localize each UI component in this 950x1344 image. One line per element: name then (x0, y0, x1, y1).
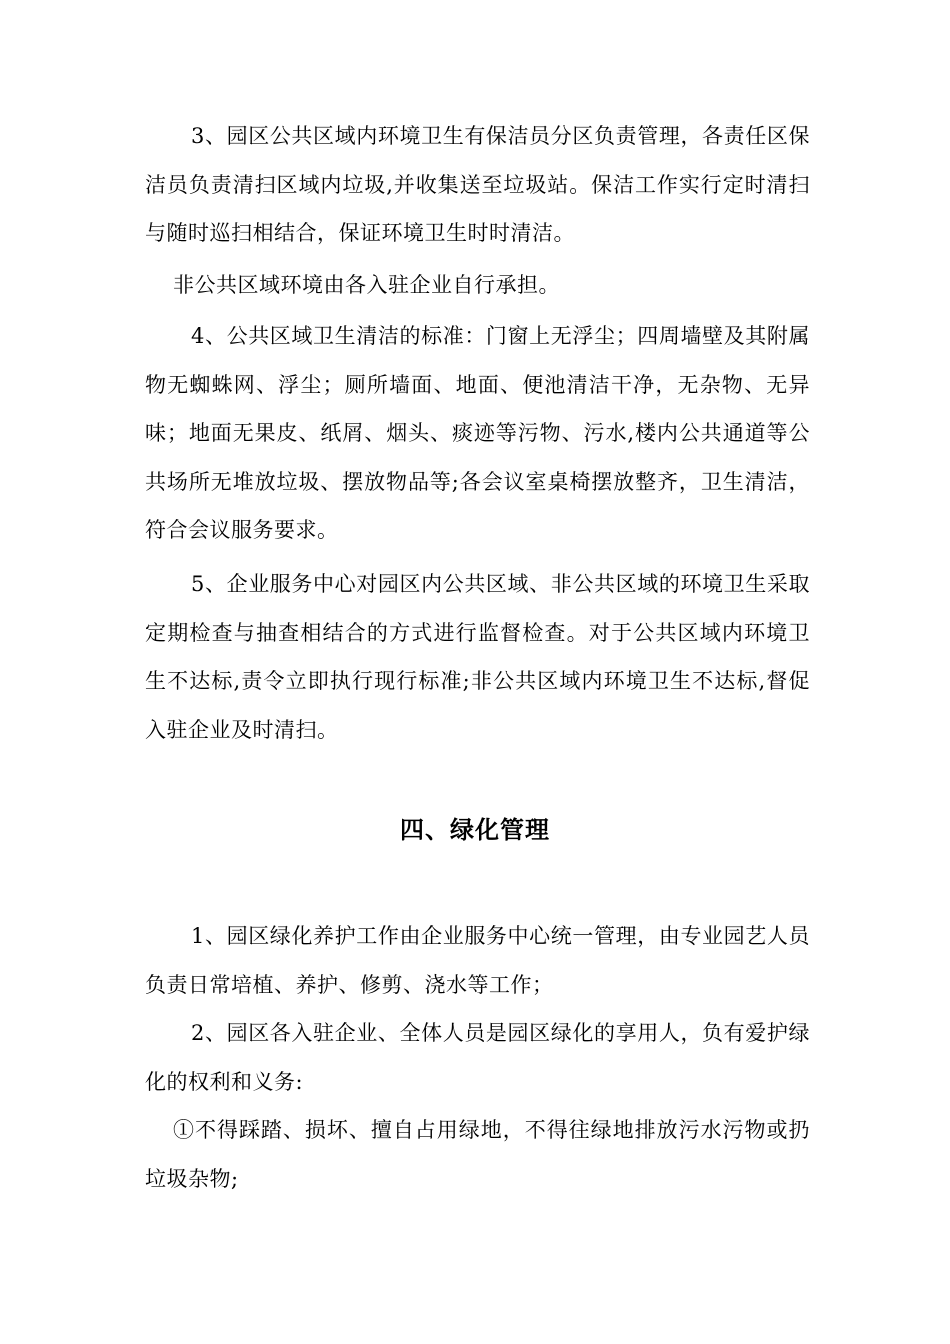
section-heading-greening: 四、绿化管理 (400, 815, 550, 844)
list-item-no-trampling: ①不得踩踏、损坏、擅自占用绿地，不得往绿地排放污水污物或扔垃圾杂物; (145, 1118, 810, 1191)
paragraph-1-greening-maintenance: 1、园区绿化养护工作由企业服务中心统一管理，由专业园艺人员负责日常培植、养护、修剪、浇水等工作； (145, 924, 810, 997)
paragraph-non-public-area: 非公共区域环境由各入驻企业自行承担。 (173, 273, 560, 297)
paragraph-3-public-area-cleaning: 3、园区公共区域内环境卫生有保洁员分区负责管理，各责任区保洁员负责清扫区域内垃圾,并收集送至垃圾站。保洁工作实行定时清扫与随时巡扫相结合，保证环境卫生时时清洁。 (145, 124, 810, 245)
paragraph-4-cleaning-standards: 4、公共区域卫生清洁的标准：门窗上无浮尘；四周墙壁及其附属物无蜘蛛网、浮尘；厕所墙面、地面、便池清洁干净，无杂物、无异味；地面无果皮、纸屑、烟头、痰迹等污物、污水,楼内公共通道等公共场所无堆放垃圾、摆放物品等;各会议室桌椅摆放整齐，卫生清洁，符合会议服务要求。 (145, 324, 810, 542)
paragraph-2-greening-rights: 2、园区各入驻企业、全体人员是园区绿化的享用人，负有爱护绿化的权利和义务: (145, 1021, 810, 1094)
paragraph-5-inspection: 5、企业服务中心对园区内公共区域、非公共区域的环境卫生采取定期检查与抽查相结合的方式进行监督检查。对于公共区域内环境卫生不达标,责令立即执行现行标准;非公共区域内环境卫生不达标,督促入驻企业及时清扫。 (145, 572, 810, 742)
